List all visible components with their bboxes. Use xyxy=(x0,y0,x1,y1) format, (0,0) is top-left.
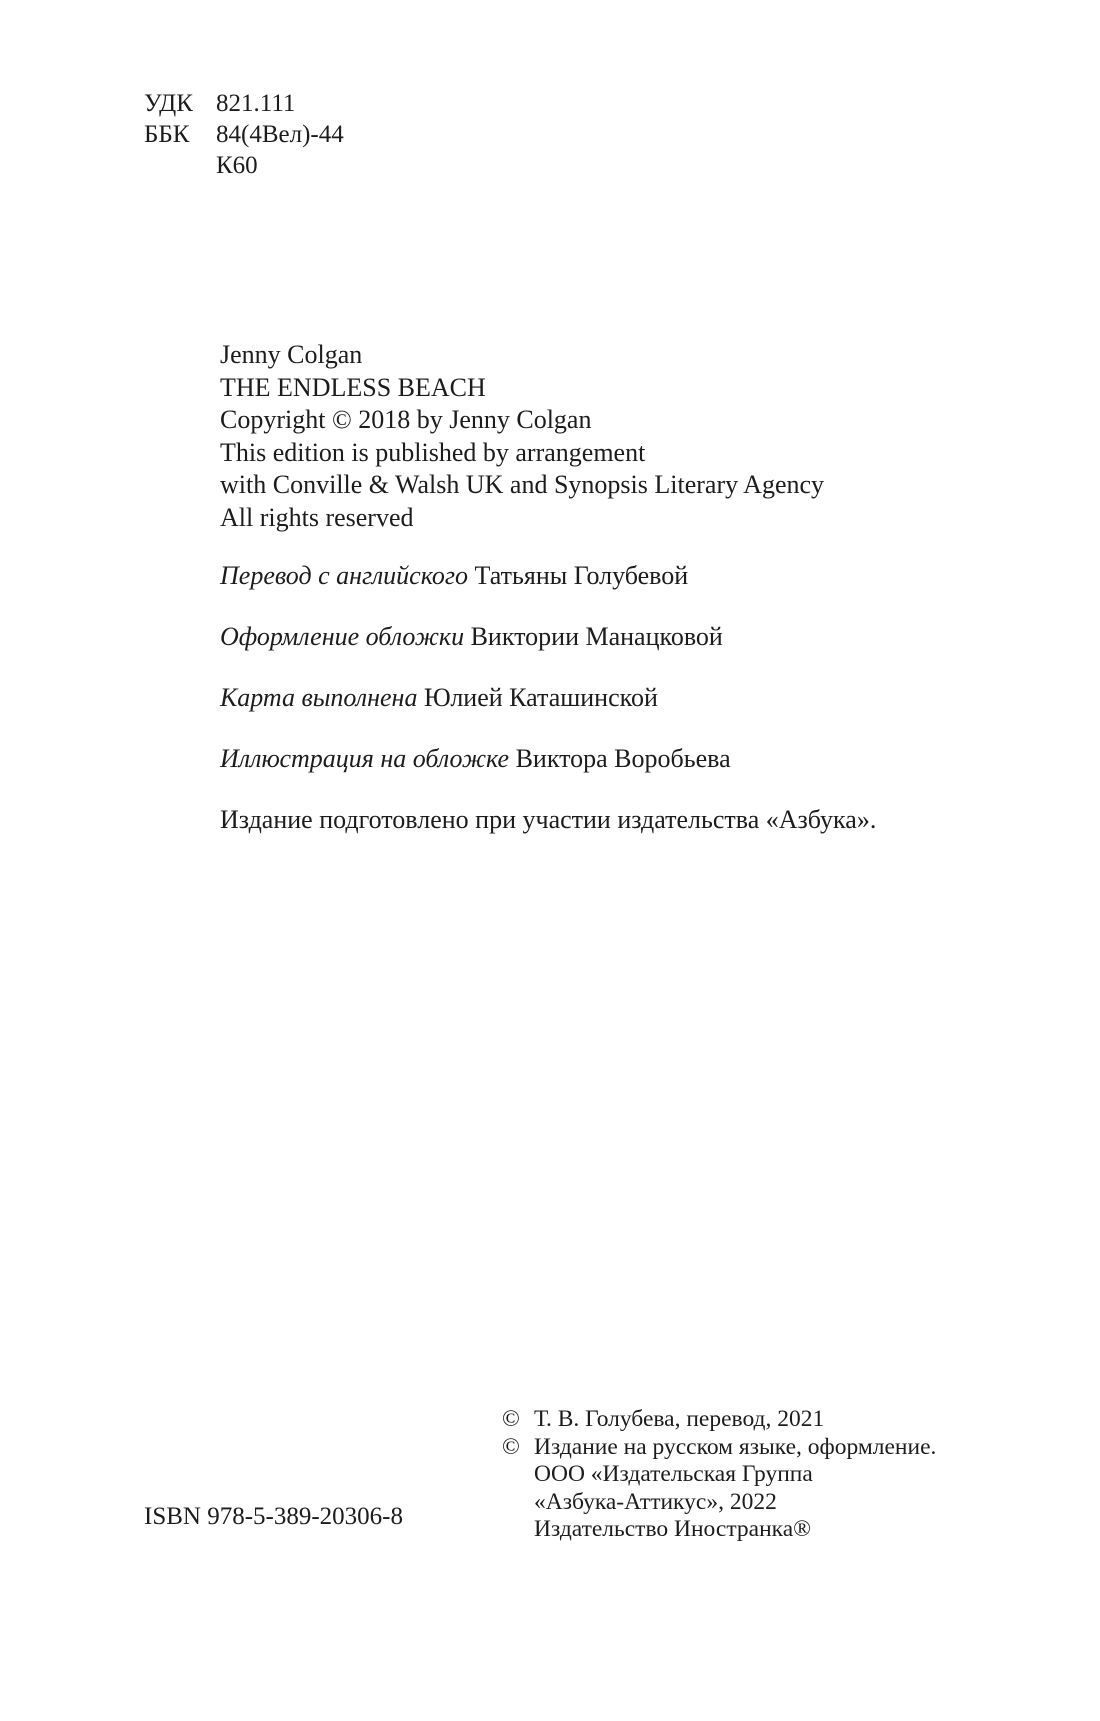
rights-notes-block xyxy=(502,1406,936,1544)
credit-name: Виктора Воробьева xyxy=(509,744,731,773)
edition-note: Издание подготовлено при участии издательства «Азбука». xyxy=(220,805,877,834)
bbk-row xyxy=(144,119,344,150)
credit-map xyxy=(220,682,876,713)
rights-publisher-row-1 xyxy=(502,1461,936,1489)
rights-publisher-line-2: «Азбука-Аттикус», 2022 xyxy=(534,1488,777,1515)
credit-translation xyxy=(220,560,876,591)
bbk-label: ББК xyxy=(144,121,190,148)
rights-imprint: Издательство Иностранка® xyxy=(534,1516,811,1542)
bbk-value: 84(4Вел)-44 xyxy=(216,121,344,148)
rights-edition: Издание на русском языке, оформление. xyxy=(534,1433,937,1460)
udk-label: УДК xyxy=(144,90,193,117)
rights-translation-row xyxy=(502,1406,936,1434)
rights-publisher-row-2 xyxy=(502,1489,936,1517)
classification-block xyxy=(144,88,344,181)
rights-imprint-row xyxy=(502,1516,936,1544)
credit-name: Татьяны Голубевой xyxy=(468,561,689,590)
copyright-line: Copyright © 2018 by Jenny Colgan xyxy=(220,405,592,434)
credit-role: Карта выполнена xyxy=(220,683,418,712)
original-author: Jenny Colgan xyxy=(220,340,363,369)
credit-cover-design xyxy=(220,621,876,652)
credit-name: Юлией Каташинской xyxy=(417,683,658,712)
credit-role: Перевод с английского xyxy=(220,561,469,590)
author-sign-spacer xyxy=(144,150,216,181)
credit-role: Оформление обложки xyxy=(220,622,465,651)
author-sign-row xyxy=(144,150,344,181)
udk-value: 821.111 xyxy=(216,90,296,117)
edition-line-2: with Conville & Walsh UK and Synopsis Literary Agency xyxy=(220,470,825,499)
credit-name: Виктории Манацковой xyxy=(464,622,723,651)
udk-row xyxy=(144,88,344,119)
copyright-symbol: © xyxy=(502,1433,520,1460)
credit-cover-illustration xyxy=(220,743,876,774)
rights-edition-row xyxy=(502,1434,936,1462)
author-sign: К60 xyxy=(216,152,258,179)
rights-translation: Т. В. Голубева, перевод, 2021 xyxy=(534,1406,825,1432)
rights-reserved: All rights reserved xyxy=(220,502,414,532)
original-copyright-block xyxy=(220,339,824,534)
copyright-symbol: © xyxy=(502,1406,520,1432)
isbn: ISBN 978-5-389-20306-8 xyxy=(144,1503,404,1530)
credit-role: Иллюстрация на обложке xyxy=(220,744,510,773)
rights-publisher-line-1: ООО «Издательская Группа xyxy=(534,1461,813,1487)
credits-block xyxy=(220,560,876,865)
original-title: THE ENDLESS BEACH xyxy=(220,372,486,402)
edition-line-1: This edition is published by arrangement xyxy=(220,437,646,467)
